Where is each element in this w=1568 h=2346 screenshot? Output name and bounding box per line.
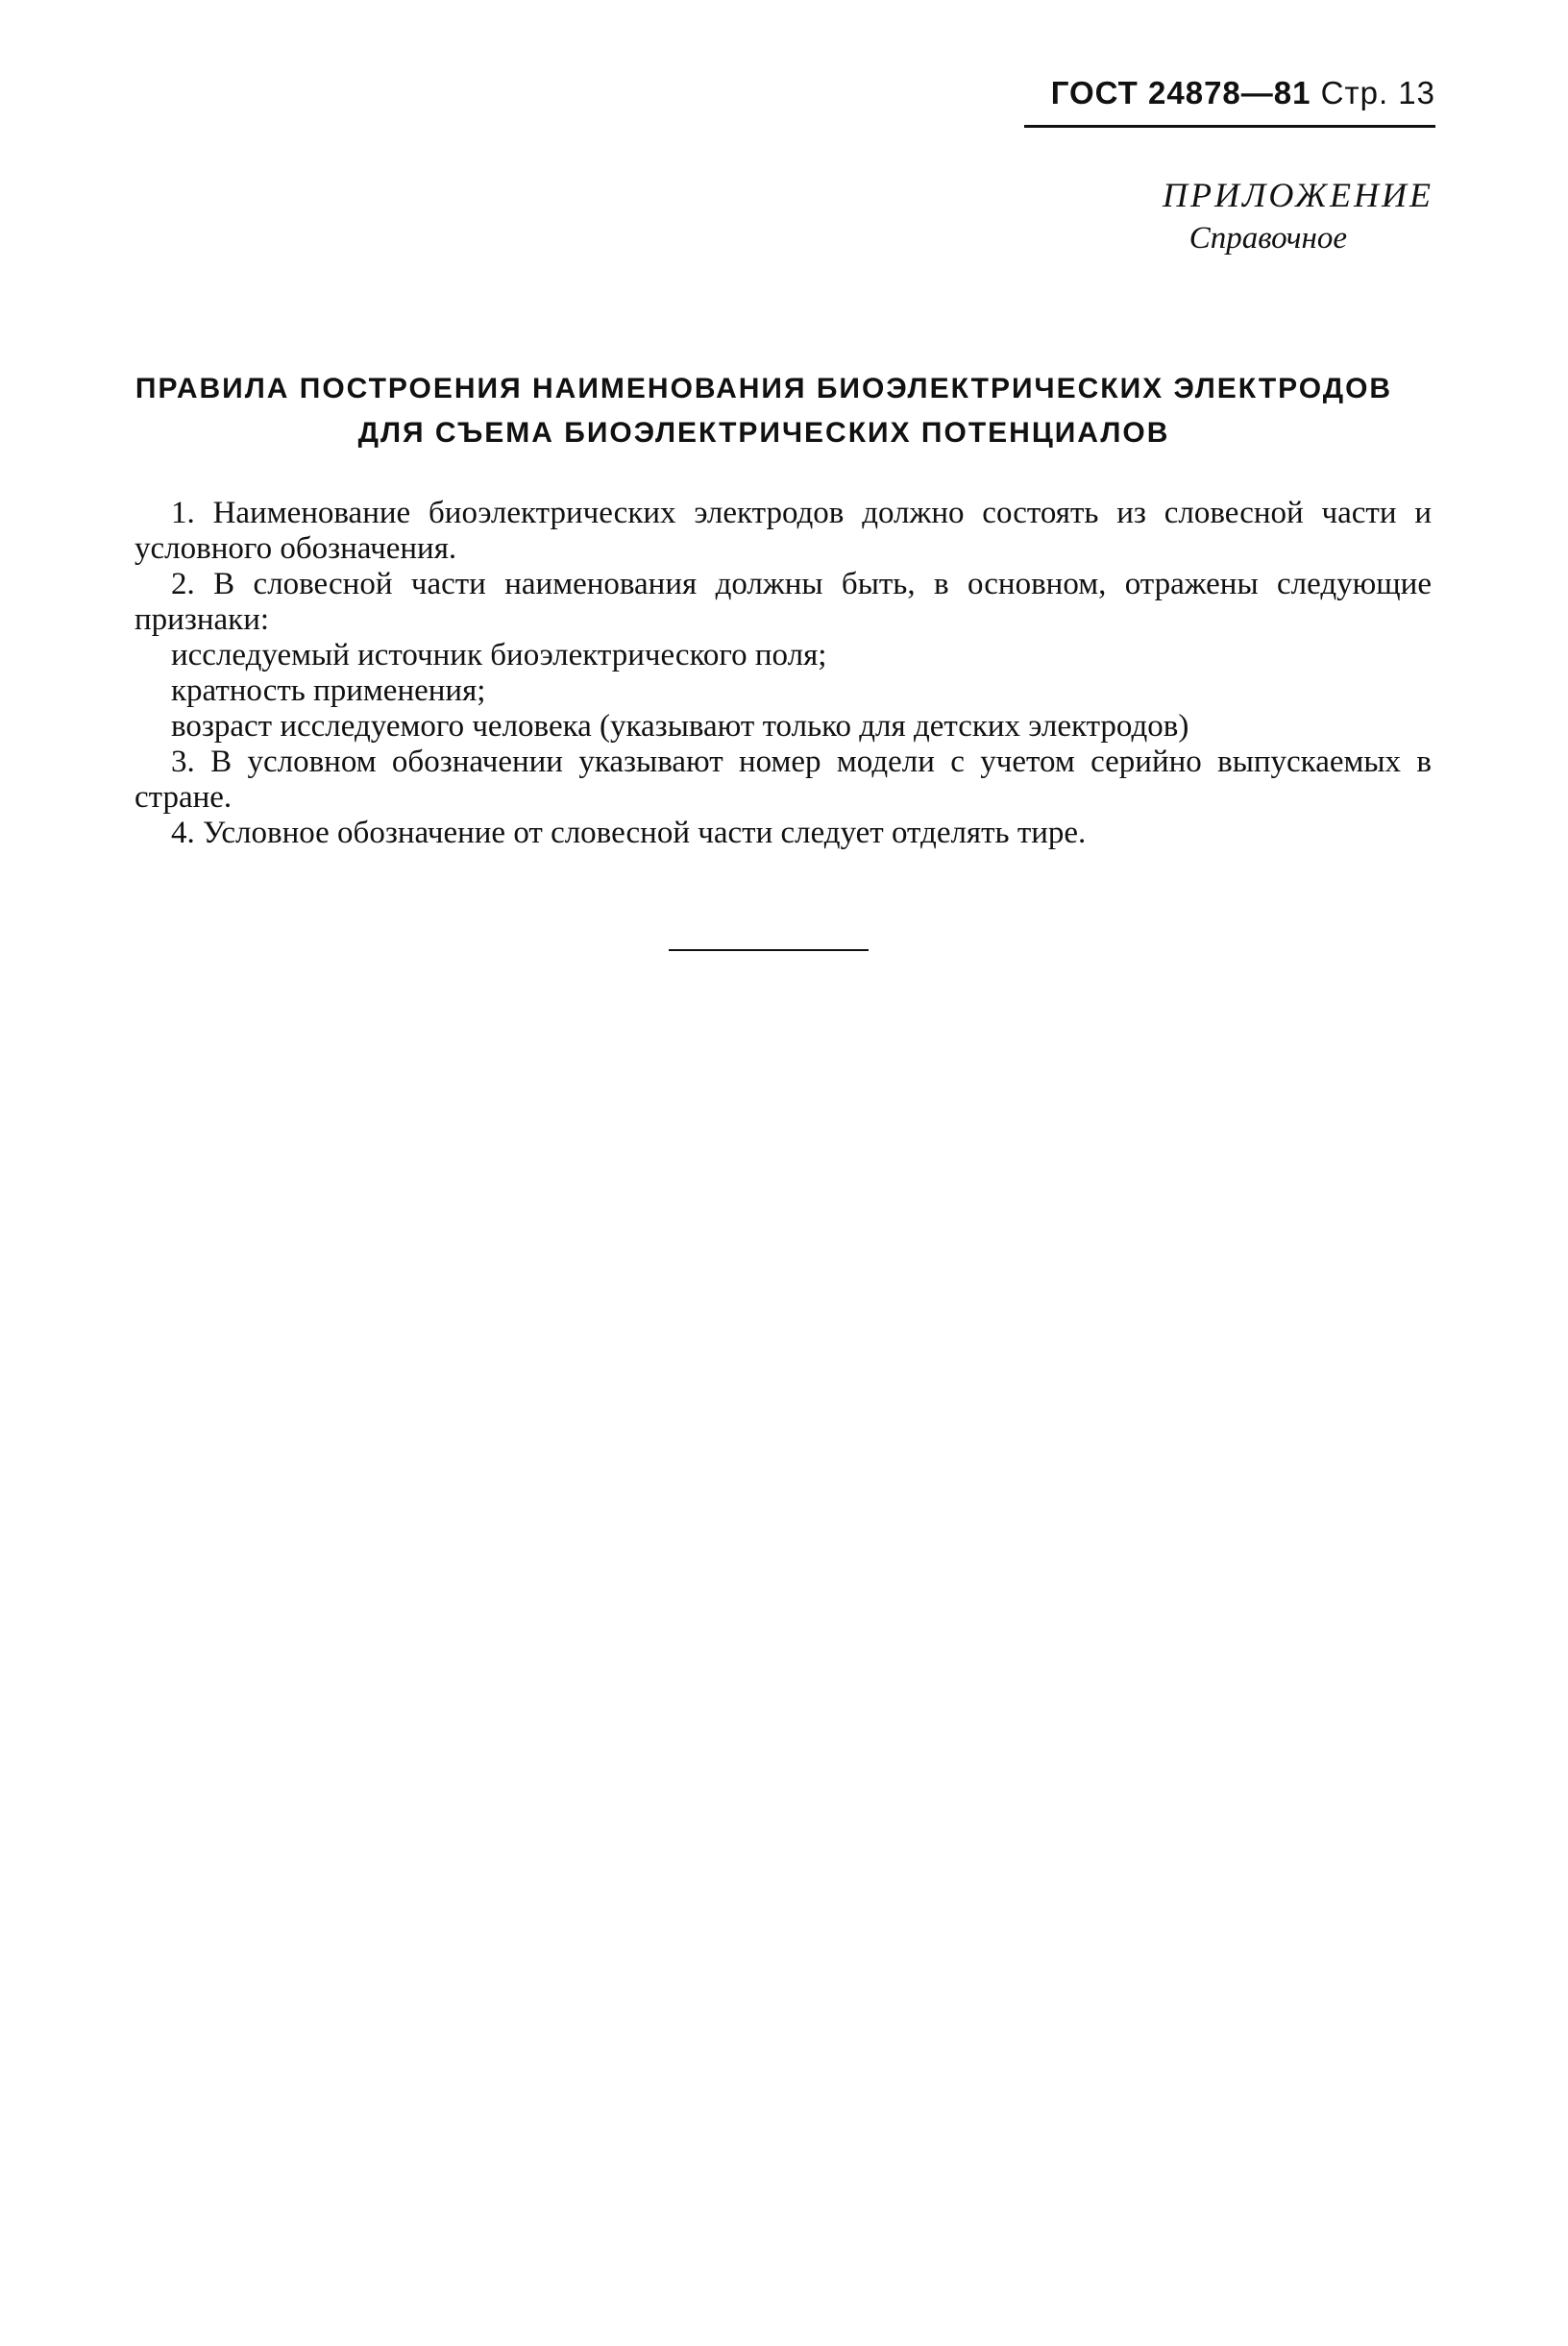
title-line-1: ПРАВИЛА ПОСТРОЕНИЯ НАИМЕНОВАНИЯ БИОЭЛЕКТРИЧЕСКИХ ЭЛЕКТРОДОВ xyxy=(135,373,1393,404)
page-number: Стр. 13 xyxy=(1320,75,1435,110)
header-divider xyxy=(1024,125,1435,128)
appendix-subtitle: Справочное xyxy=(1188,221,1347,256)
page-header xyxy=(1022,75,1435,111)
standard-number: ГОСТ 24878—81 xyxy=(1050,75,1311,110)
title-line-2: ДЛЯ СЪЕМА БИОЭЛЕКТРИЧЕСКИХ ПОТЕНЦИАЛОВ xyxy=(357,417,1170,449)
list-item: кратность применения; xyxy=(171,673,486,708)
paragraph-4: 4. Условное обозначение от словесной части следует отделять тире. xyxy=(171,816,1087,850)
paragraph-2: 2. В словесной части наименования должны быть, в основном, отражены следующие признаки: xyxy=(135,567,1432,637)
paragraph-1: 1. Наименование биоэлектрических электродов должно состоять из словесной части и условного обозначения. xyxy=(135,496,1432,566)
list-item: возраст исследуемого человека (указывают только для детских электродов) xyxy=(171,709,1189,744)
appendix-block xyxy=(1163,175,1433,257)
document-title xyxy=(96,367,1432,455)
body-text xyxy=(135,496,1432,851)
end-divider xyxy=(669,949,869,951)
paragraph-3: 3. В условном обозначении указывают номер модели с учетом серийно выпускаемых в стране. xyxy=(135,745,1432,815)
list-item: исследуемый источник биоэлектрического поля; xyxy=(171,638,827,672)
appendix-label: ПРИЛОЖЕНИЕ xyxy=(1163,176,1433,214)
